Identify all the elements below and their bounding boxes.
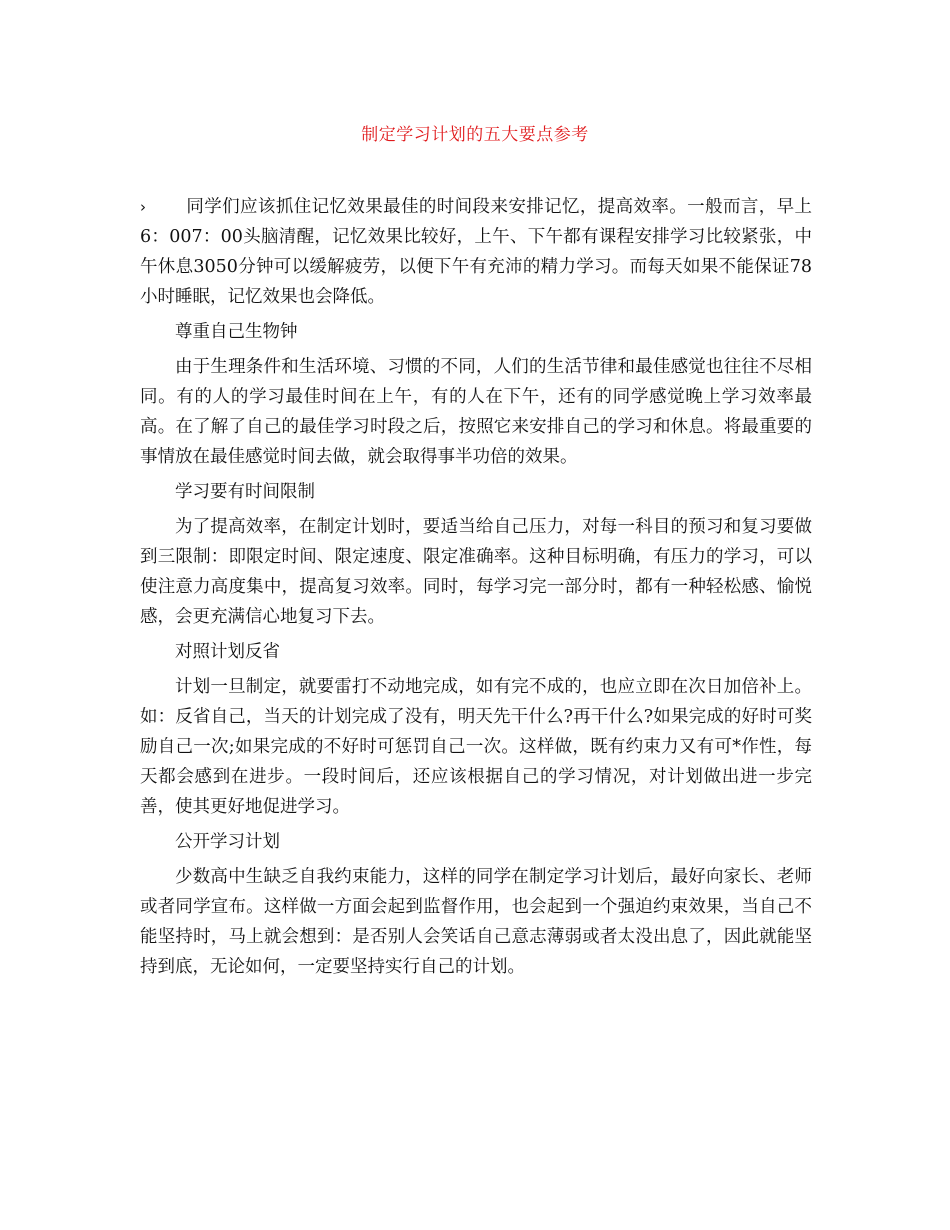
document-title: 制定学习计划的五大要点参考 [361, 125, 589, 145]
section-heading: 公开学习计划 [175, 832, 280, 852]
intro-text: 同学们应该抓住记忆效果最佳的时间段来安排记忆，提高效率。一般而言，早上6：007：00头脑清醒，记忆效果比较好，上午、下午都有课程安排学习比较紧张，中午休息3050分钟可以缓解疲劳，以便下午有充沛的精力学习。而每天如果不能保证78小时睡眠，记忆效果也会降低。 [140, 197, 812, 307]
document-body [140, 192, 812, 987]
section-heading: 学习要有时间限制 [175, 482, 315, 502]
section-paragraph: 由于生理条件和生活环境、习惯的不同，人们的生活节律和最佳感觉也往往不尽相同。有的人的学习最佳时间在上午，有的人在下午，还有的同学感觉晚上学习效率最高。在了解了自己的最佳学习时段之后，按照它来安排自己的学习和休息。将最重要的事情放在最佳感觉时间去做，就会取得事半功倍的效果。 [140, 357, 812, 467]
section-paragraph: 少数高中生缺乏自我约束能力，这样的同学在制定学习计划后，最好向家长、老师或者同学宣布。这样做一方面会起到监督作用，也会起到一个强迫约束效果，当自己不能坚持时，马上就会想到：是否别人会笑话自己意志薄弱或者太没出息了，因此就能坚持到底，无论如何，一定要坚持实行自己的计划。 [140, 867, 812, 977]
section-paragraph: 计划一旦制定，就要雷打不动地完成，如有完不成的，也应立即在次日加倍补上。如：反省自己，当天的计划完成了没有，明天先干什么?再干什么?如果完成的好时可奖励自己一次;如果完成的不好时可惩罚自己一次。这样做，既有约束力又有可*作性，每天都会感到在进步。一段时间后，还应该根据自己的学习情况，对计划做出进一步完善，使其更好地促进学习。 [140, 677, 812, 817]
intro-paragraph [140, 192, 812, 312]
section-paragraph: 为了提高效率，在制定计划时，要适当给自己压力，对每一科目的预习和复习要做到三限制：即限定时间、限定速度、限定准确率。这种目标明确，有压力的学习，可以使注意力高度集中，提高复习效率。同时，每学习完一部分时，都有一种轻松感、愉悦感，会更充满信心地复习下去。 [140, 517, 812, 627]
bullet-arrow-icon: › [140, 198, 146, 216]
section-heading: 对照计划反省 [175, 642, 280, 662]
section-heading: 尊重自己生物钟 [175, 322, 298, 342]
